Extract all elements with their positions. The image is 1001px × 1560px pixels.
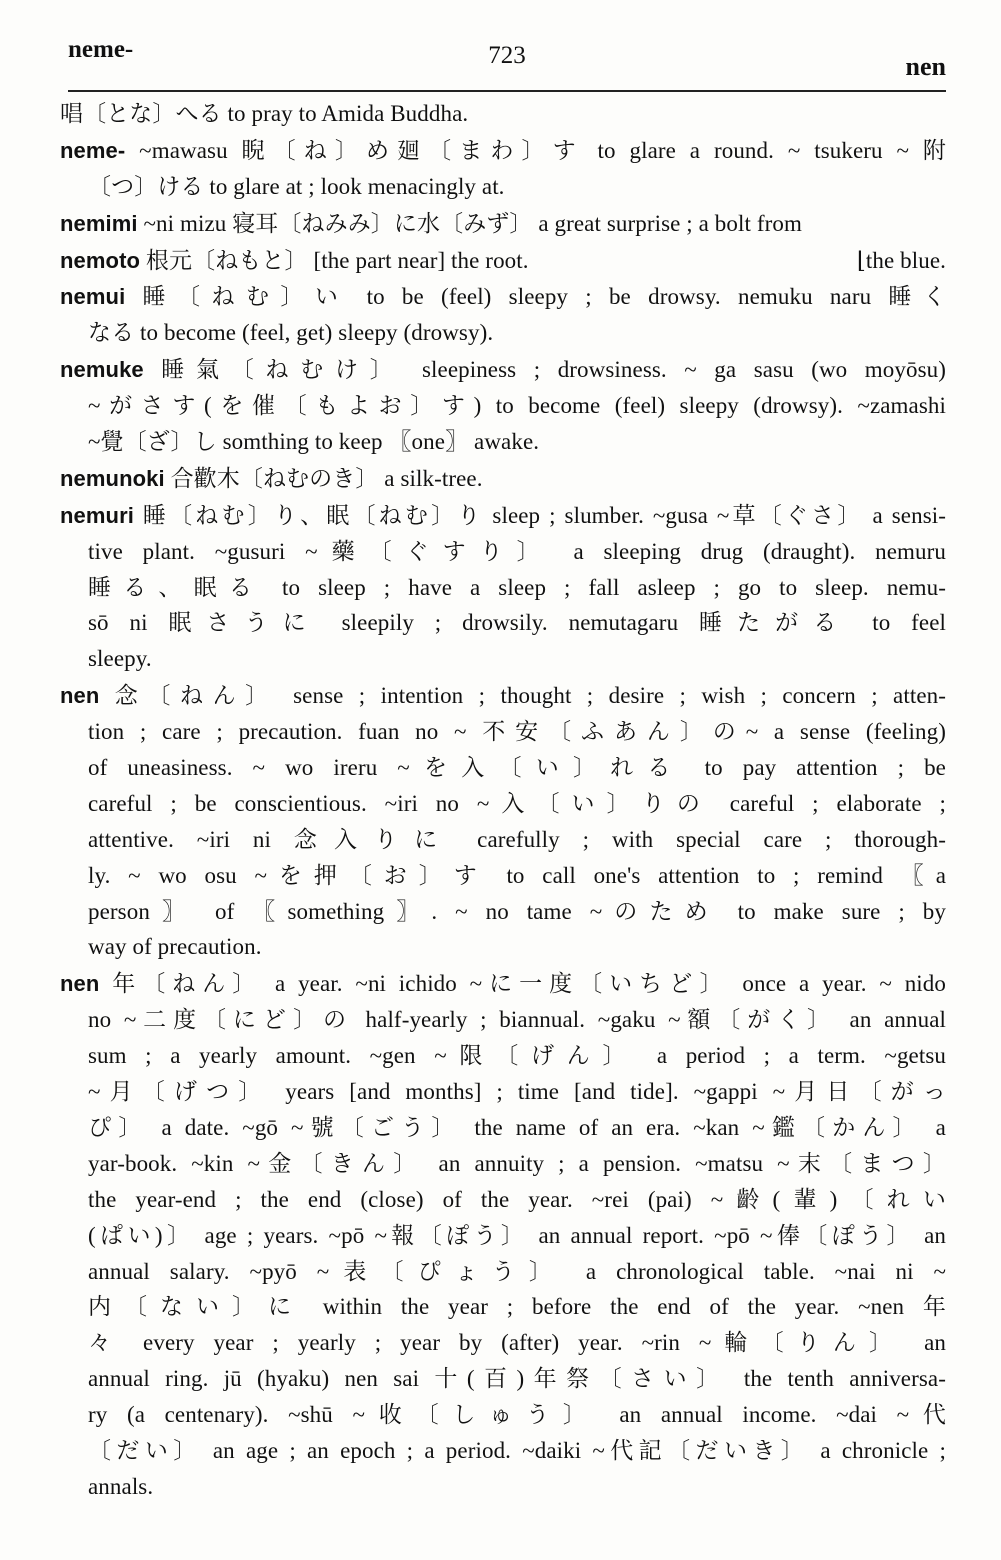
entry-continuation-line xyxy=(60,786,946,822)
definition-text: ~ni mizu 寝耳〔ねみみ〕に水〔みず〕 a great surprise ; a bolt from xyxy=(143,210,802,236)
entry-first-line xyxy=(60,133,946,169)
definition-text: person〗 of 〖something〗. ~ no tame ~のため to make sure ; by xyxy=(88,898,946,924)
definition-text: なる to become (feel, get) sleepy (drowsy). xyxy=(88,320,494,346)
definition-text: way of precaution. xyxy=(88,934,262,960)
definition-text: 唱〔とな〕へる to pray to Amida Buddha. xyxy=(60,101,469,126)
definition-text: ~覺〔ざ〕し somthing to keep 〖one〗 awake. xyxy=(88,429,540,455)
definition-text: 睡〔ねむ〕り、眠〔ねむ〕り sleep ; slumber. ~gusa ~草〔ぐさ〕 a sensi- xyxy=(142,502,946,528)
entry-continuation-line xyxy=(60,605,946,641)
dictionary-entry xyxy=(60,352,946,460)
dictionary-entry xyxy=(60,461,946,497)
definition-text: annals. xyxy=(88,1473,154,1499)
entry-continuation-line xyxy=(60,1325,946,1361)
entry-continuation-line xyxy=(60,1469,946,1505)
entry-continuation-line xyxy=(60,1361,946,1397)
definition-text: 根元〔ねもと〕 [the part near] the root. xyxy=(145,247,529,273)
entry-continuation-line xyxy=(60,1038,946,1074)
definition-text: sleepy. xyxy=(88,646,152,672)
dictionary-entry xyxy=(60,206,946,242)
entry-first-line xyxy=(60,966,946,1002)
entry-continuation-line xyxy=(60,424,946,460)
definition-text: no ~二度〔にど〕の half-yearly ; biannual. ~gaku ~額〔がく〕 an annual xyxy=(88,1007,946,1033)
definition-text: 年〔ねん〕 a year. ~ni ichido ~に一度〔いちど〕 once a year. ~ nido xyxy=(112,971,946,997)
entry-first-line xyxy=(60,243,946,279)
definition-text: ly. ~ wo osu ~を押〔お〕す to call one's attention to ; remind 〖a xyxy=(88,862,946,888)
entry-first-line xyxy=(60,461,946,497)
entry-first-line xyxy=(60,279,946,315)
entry-continuation-line xyxy=(60,1289,946,1325)
definition-text: ぴ〕 a date. ~gō ~號〔ごう〕 the name of an era. ~kan ~鑑〔かん〕 a xyxy=(88,1114,946,1140)
entry-continuation-line xyxy=(60,1146,946,1182)
headword: nemuri xyxy=(60,502,134,528)
headword: nemui xyxy=(60,284,126,310)
definition-text: 念〔ねん〕 sense ; intention ; thought ; desire ; wish ; concern ; atten- xyxy=(114,683,946,709)
dictionary-entry xyxy=(60,133,946,205)
definition-text: 合歡木〔ねむのき〕 a silk-tree. xyxy=(170,465,483,491)
entry-continuation-line xyxy=(60,169,946,205)
entry-continuation-line xyxy=(60,1218,946,1254)
entry-first-line xyxy=(60,96,946,132)
entry-continuation-line xyxy=(60,894,946,930)
entry-first-line xyxy=(60,498,946,534)
definition-text: sō ni 眠さうに sleepily ; drowsily. nemutagaru 睡たがる to feel xyxy=(88,610,946,636)
dictionary-entry xyxy=(60,966,946,1504)
entry-continuation-line xyxy=(60,388,946,424)
entry-continuation-line xyxy=(60,534,946,570)
dictionary-entry xyxy=(60,243,946,279)
definition-text: sum ; a yearly amount. ~gen ~限〔げん〕 a period ; a term. ~getsu xyxy=(88,1043,946,1069)
entry-first-line xyxy=(60,206,946,242)
entry-continuation-line xyxy=(60,1397,946,1433)
headword: nemuke xyxy=(60,357,144,383)
entry-continuation-line xyxy=(60,1182,946,1218)
definition-text: 睡氣〔ねむけ〕 sleepiness ; drowsiness. ~ ga sasu (wo moyōsu) xyxy=(161,357,946,383)
entry-continuation-line xyxy=(60,929,946,965)
headword: nemunoki xyxy=(60,465,165,491)
definition-text: of uneasiness. ~ wo ireru ~を入〔い〕れる to pay attention ; be xyxy=(88,755,946,781)
definition-text: annual ring. jū (hyaku) nen sai 十(百)年祭〔さい〕 the tenth anniversa- xyxy=(88,1366,946,1392)
guide-word-left: neme- xyxy=(68,36,134,63)
entry-continuation-line xyxy=(60,858,946,894)
header-rule xyxy=(68,90,946,92)
entry-continuation-line xyxy=(60,641,946,677)
definition-text: careful ; be conscientious. ~iri no ~入〔い〕りの careful ; elaborate ; xyxy=(88,790,946,816)
guide-word-right: nen xyxy=(905,52,946,81)
definition-text: tion ; care ; precaution. fuan no ~ 不安〔ふあん〕の~ a sense (feeling) xyxy=(88,719,946,745)
definition-text: the year-end ; the end (close) of the year. ~rei (pai) ~齡(輩)〔れい xyxy=(88,1186,946,1212)
page-header xyxy=(68,36,946,81)
entry-continuation-line xyxy=(60,315,946,351)
entry-continuation-line xyxy=(60,750,946,786)
definition-text: annual salary. ~pyō ~表〔ぴょう〕 a chronological table. ~nai ni ~ xyxy=(88,1258,946,1284)
headword: nemimi xyxy=(60,210,138,236)
definition-text: ~mawasu 睨〔ね〕め廻〔まわ〕す to glare a round. ~ tsukeru ~ 附 xyxy=(139,137,946,163)
definition-text: 睡る、眠る to sleep ; have a sleep ; fall asleep ; go to sleep. nemu- xyxy=(88,574,946,600)
headword: nen xyxy=(60,971,100,997)
entry-continuation-line xyxy=(60,1110,946,1146)
entry-first-line xyxy=(60,678,946,714)
page-number: 723 xyxy=(488,42,526,69)
runover-text: ⌊the blue. xyxy=(856,247,946,273)
definition-text: ~がさす(を催〔もよお〕す) to become (feel) sleepy (drowsy). ~zamashi xyxy=(88,393,946,419)
dictionary-entry xyxy=(60,678,946,965)
entry-continuation-line xyxy=(60,714,946,750)
definition-text: 々 every year ; yearly ; year by (after) year. ~rin ~輪〔りん〕 an xyxy=(88,1330,946,1356)
dictionary-entry xyxy=(60,279,946,351)
entry-first-line xyxy=(60,352,946,388)
entry-continuation-line xyxy=(60,570,946,606)
definition-text: yar-book. ~kin ~金〔きん〕 an annuity ; a pension. ~matsu ~末〔まつ〕 xyxy=(88,1150,946,1176)
headword: neme- xyxy=(60,137,126,163)
entry-continuation-line xyxy=(60,1002,946,1038)
definition-text: (ぱい)〕 age ; years. ~pō ~報〔ぽう〕 an annual report. ~pō ~俸〔ぽう〕 an xyxy=(88,1222,946,1248)
definition-text: tive plant. ~gusuri ~藥〔ぐすり〕 a sleeping drug (draught). nemuru xyxy=(88,538,946,564)
entry-continuation-line xyxy=(60,1074,946,1110)
entry-continuation-line xyxy=(60,1433,946,1469)
entry-continuation-line xyxy=(60,822,946,858)
headword: nemoto xyxy=(60,247,141,273)
headword: nen xyxy=(60,683,100,709)
definition-text: ~月〔げつ〕 years [and months] ; time [and tide]. ~gappi ~月日〔がっ xyxy=(88,1079,946,1105)
dictionary-entry xyxy=(60,498,946,677)
entry-continuation-line xyxy=(60,1254,946,1290)
definition-text: 睡〔ねむ〕い to be (feel) sleepy ; be drowsy. nemuku naru 睡く xyxy=(142,284,946,310)
definition-text: ry (a centenary). ~shū ~收〔しゅう〕 an annual income. ~dai ~代 xyxy=(88,1402,946,1428)
definition-text: 内〔ない〕に within the year ; before the end of the year. ~nen 年 xyxy=(88,1294,946,1320)
entries-column xyxy=(60,96,946,1506)
dictionary-entry xyxy=(60,96,946,132)
definition-text: 〔だい〕 an age ; an epoch ; a period. ~daiki ~代記〔だいき〕 a chronicle ; xyxy=(88,1437,946,1463)
definition-text: attentive. ~iri ni 念入りに carefully ; with special care ; thorough- xyxy=(88,826,946,852)
definition-text: 〔つ〕ける to glare at ; look menacingly at. xyxy=(88,173,505,199)
